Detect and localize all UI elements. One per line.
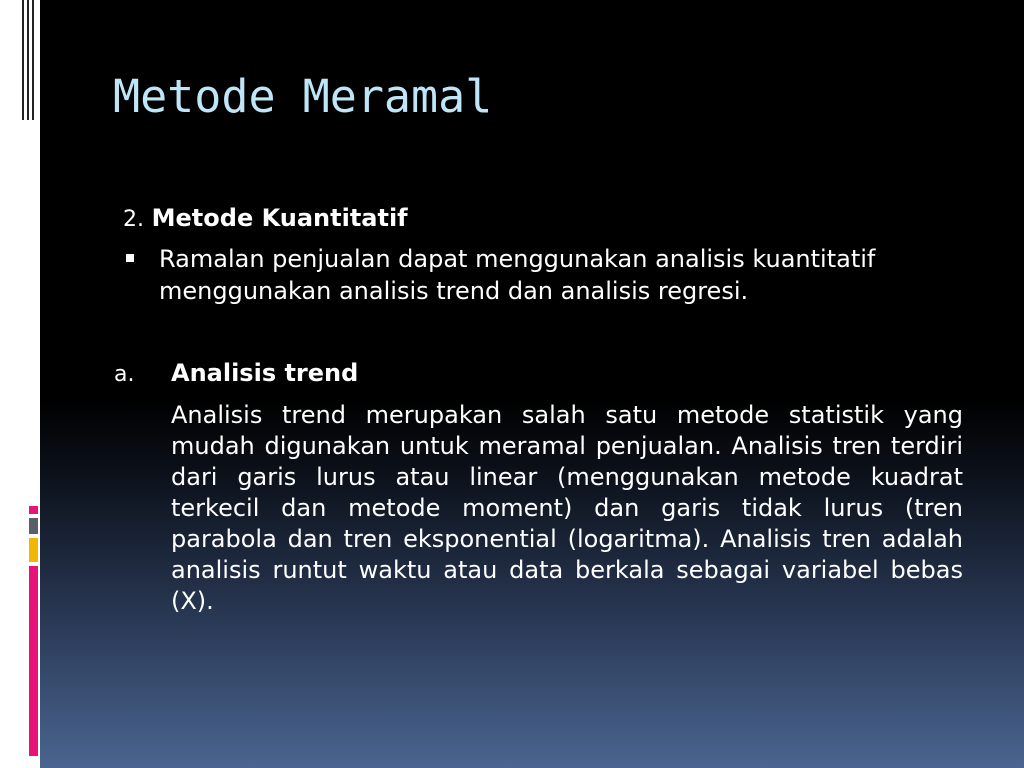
section-heading (123, 203, 408, 235)
accent-pink-bar (29, 566, 38, 756)
slide-title: Metode Meramal (113, 70, 493, 123)
sidebar-top-stripes (22, 0, 36, 120)
item-paragraph: Analisis trend merupakan salah satu metode statistik yang mudah digunakan untuk meramal penjualan. Analisis tren terdiri dari garis lurus atau linear (menggunakan metode kuadrat terkecil dan metode moment) dan garis tidak lurus (tren parabola dan tren eksponential (logaritma). Analisis tren adalah analisis runtut waktu atau data berkala sebagai variabel bebas (X). (171, 401, 963, 615)
accent-gray (29, 518, 38, 534)
item-label: a. (114, 362, 135, 387)
item-title: Analisis trend (171, 359, 359, 387)
bullet-marker (126, 254, 134, 262)
bullet-text-line1: Ramalan penjualan dapat menggunakan analisis kuantitatif (159, 245, 876, 273)
slide-body (40, 0, 1024, 768)
section-title: Metode Kuantitatif (151, 204, 408, 232)
left-sidebar (0, 0, 40, 768)
accent-yellow (29, 538, 38, 562)
accent-pink-top (29, 506, 38, 514)
section-number: 2. (123, 207, 144, 232)
bullet-text-line2: menggunakan analisis trend dan analisis regresi. (159, 277, 749, 305)
